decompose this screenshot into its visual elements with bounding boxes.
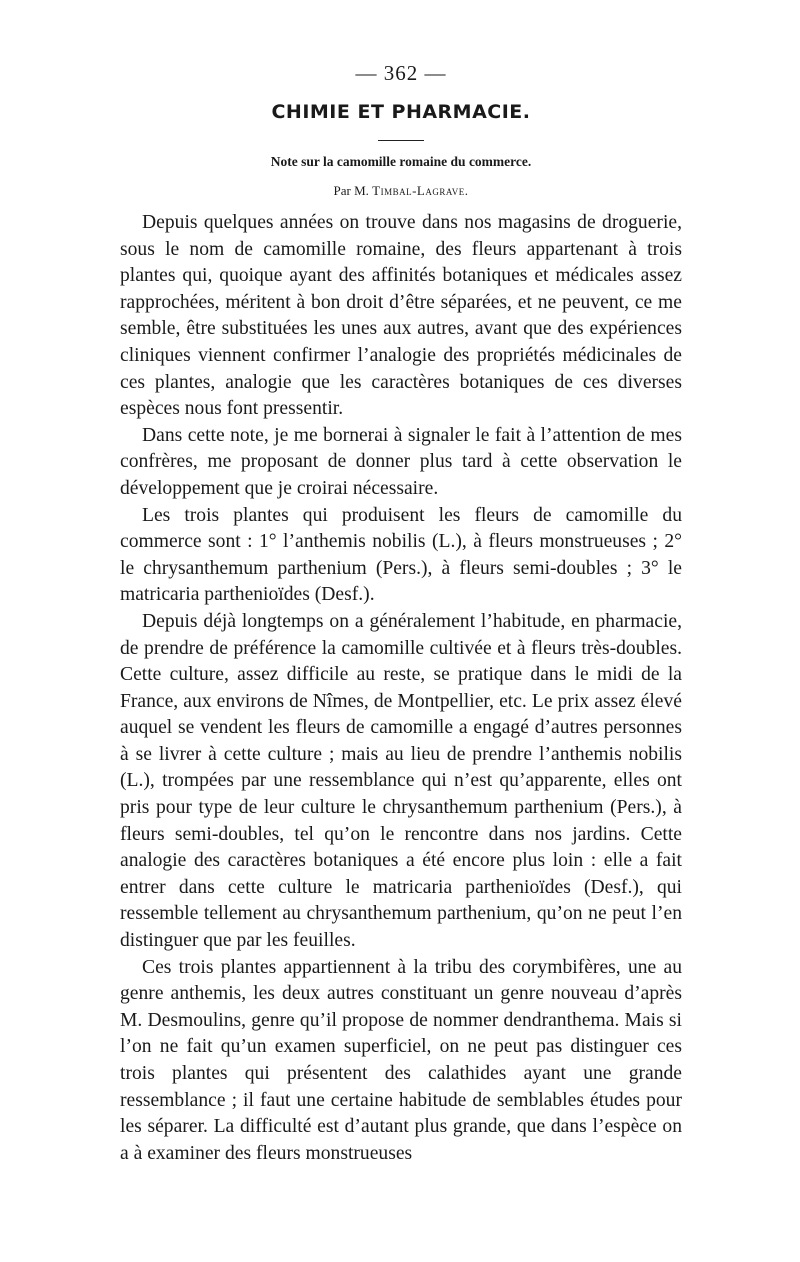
author-line <box>120 182 682 200</box>
document-page <box>120 58 682 1167</box>
author-prefix: Par M. <box>333 183 369 198</box>
paragraph: Ces trois plantes appartiennent à la tribu des corymbifères, une au genre anthemis, les deux autres constituant un genre nouveau d’après M. Desmoulins, genre qu’il propose de nommer dendranthema. Mais si l’on ne fait qu’un examen superficiel, on ne peut pas distinguer ces trois plantes qui présentent des calathides ayant une grande ressemblance ; il faut une certaine habitude de semblables études pour les séparer. La difficulté est d’autant plus grande, que dans l’espèce on a à examiner des fleurs monstrueuses <box>120 956 682 1164</box>
paragraph: Depuis déjà longtemps on a généralement l’habitude, en pharmacie, de prendre de préférence la camomille cultivée et à fleurs très-doubles. Cette culture, assez difficile au reste, se pratique dans le midi de la France, aux environs de Nîmes, de Montpellier, etc. Le prix assez élevé auquel se vendent les fleurs de camomille a engagé d’autres personnes à se livrer à cette culture ; mais au lieu de prendre l’anthemis nobilis (L.), trompées par une ressemblance qui n’est qu’apparente, elles ont pris pour type de leur culture le chrysanthemum parthenium (Pers.), à fleurs semi-doubles, tel qu’on le rencontre dans nos jardins. Cette analogie des caractères botaniques a été encore plus loin : elle a fait entrer dans cette culture le matricaria parthenioïdes (Desf.), qui ressemble tellement au chrysanthemum parthenium, qu’on ne peut l’en distinguer que par les feuilles. <box>120 610 682 952</box>
section-title: CHIMIE ET PHARMACIE. <box>271 101 531 123</box>
article-body <box>120 210 682 1167</box>
page-number: — 362 — <box>355 61 447 85</box>
paragraph: Les trois plantes qui produisent les fleurs de camomille du commerce sont : 1° l’anthemis nobilis (L.), à fleurs monstrueuses ; 2° le chrysanthemum parthenium (Pers.), à fleurs semi-doubles ; 3° le matricaria parthenioïdes (Desf.). <box>120 504 682 606</box>
paragraph: Depuis quelques années on trouve dans nos magasins de droguerie, sous le nom de camomille romaine, des fleurs appartenant à trois plantes qui, quoique ayant des affinités botaniques et médicales assez rapprochées, méritent à bon droit d’être séparées, et ne peuvent, ce me semble, être substituées les unes aux autres, avant que des expériences cliniques viennent confirmer l’analogie des propriétés médicinales de ces plantes, analogie que les caractères botaniques de ces diverses espèces nous font pressentir. <box>120 212 682 420</box>
title-divider <box>378 140 424 141</box>
article-title: Note sur la camomille romaine du commerce. <box>270 154 532 169</box>
paragraph: Dans cette note, je me bornerai à signaler le fait à l’attention de mes confrères, me proposant de donner plus tard à cette observation le développement que je croirai nécessaire. <box>120 424 682 499</box>
author-name: Timbal-Lagrave. <box>372 183 469 198</box>
